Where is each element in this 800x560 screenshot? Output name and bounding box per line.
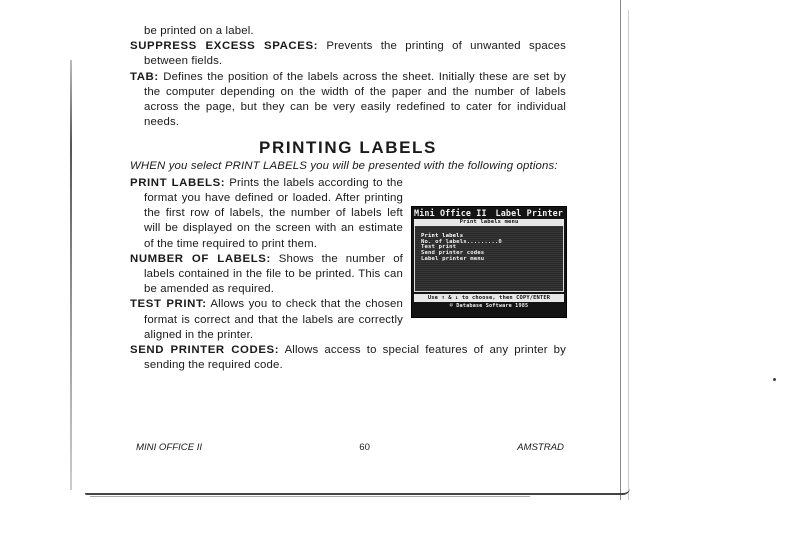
screenshot-option: Print labels [421, 232, 464, 239]
screenshot-option: No. of labels.........0 [421, 238, 502, 245]
definition-term: SEND PRINTER CODES: [130, 344, 280, 357]
definition-text: Allows access to special features of any printer by sending the required code. [144, 344, 567, 372]
screenshot-copyright: © Database Software 1985 [449, 302, 529, 309]
screenshot-instructions: Use ↑ & ↓ to choose, then COPY/ENTER [414, 294, 564, 302]
screenshot-title-bar [412, 207, 566, 219]
screenshot-option: Label printer menu [421, 256, 485, 263]
screenshot-option: Test print [421, 244, 457, 251]
footer-title: MINI OFFICE II [136, 442, 203, 453]
page-bottom-edge [85, 488, 630, 495]
section-heading: PRINTING LABELS [259, 138, 437, 158]
scan-speck [773, 378, 776, 381]
screenshot-menu-options [414, 226, 564, 292]
definition-term: TAB: [130, 70, 159, 83]
definition-term: NUMBER OF LABELS: [130, 252, 271, 265]
page-right-edge-shadow [628, 10, 629, 500]
definition-text: Shows the number of labels contained in the file to be printed. This can be amended as required. [144, 252, 403, 296]
page-bottom-edge-shadow [90, 496, 530, 497]
manual-page [130, 24, 566, 373]
screenshot-module-name: Label Printer [495, 207, 563, 218]
screenshot-app-name: Mini Office II [414, 207, 487, 218]
footer-brand: AMSTRAD [517, 442, 564, 453]
definition-text: Prevents the printing of unwanted spaces between fields. [144, 40, 566, 68]
page-footer [136, 442, 564, 453]
definition-text: Allows you to check that the chosen format is correct and that the labels are correctly aligned in the printer. [144, 298, 404, 341]
definition-term: SUPPRESS EXCESS SPACES: [130, 40, 319, 53]
section-intro: WHEN you select PRINT LABELS you will be presented with the following options: [130, 159, 558, 172]
page-right-edge [620, 0, 621, 500]
definition-text: Defines the position of the labels across the sheet. Initially these are set by the computer depending on the width of the paper and the number of labels across the page, but they can be very easily redefined to cater for individual needs. [144, 70, 566, 129]
screenshot-option: Send printer codes [421, 250, 485, 257]
page-number: 60 [359, 442, 370, 453]
definition-term: TEST PRINT: [130, 298, 207, 311]
page-binding-shadow [70, 60, 72, 490]
definition-suppress-excess-spaces [130, 39, 566, 69]
continuation-text: be printed on a label. [144, 25, 254, 37]
definition-tab [130, 70, 566, 131]
section-definitions [130, 176, 566, 374]
definition-term: PRINT LABELS: [130, 176, 226, 189]
screenshot-menu-title: Print labels menu [414, 219, 564, 226]
menu-screenshot [411, 206, 567, 318]
definition-send-printer-codes [130, 343, 566, 373]
definition-text: Prints the labels according to the format you have defined or loaded. After printing the first row of labels, the number of labels left will be displayed on the screen with an estimate of the time required to print them. [144, 176, 403, 250]
